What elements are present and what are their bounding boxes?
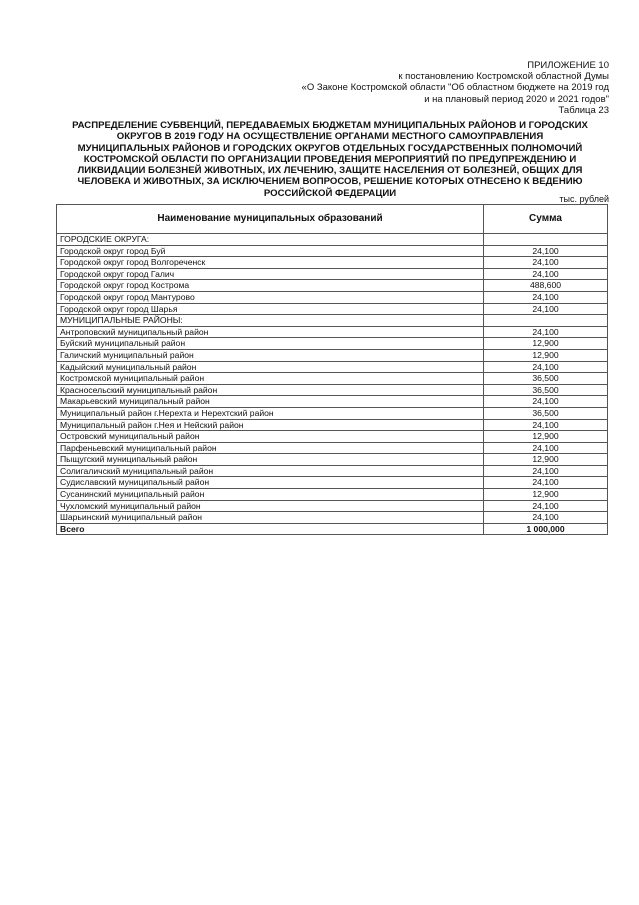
row-sum	[484, 234, 608, 246]
table-number: Таблица 23	[558, 104, 609, 116]
total-row	[57, 523, 608, 535]
row-name: Шарьинский муниципальный район	[57, 512, 484, 524]
row-sum: 24,100	[484, 465, 608, 477]
row-name: МУНИЦИПАЛЬНЫЕ РАЙОНЫ:	[57, 315, 484, 327]
table-body	[57, 234, 608, 535]
table-row	[57, 280, 608, 292]
table-row	[57, 500, 608, 512]
document-title: РАСПРЕДЕЛЕНИЕ СУБВЕНЦИЙ, ПЕРЕДАВАЕМЫХ БЮДЖЕТАМ МУНИЦИПАЛЬНЫХ РАЙОНОВ И ГОРОДСКИХ ОКРУГОВ В 2019 ГОДУ НА ОСУЩЕСТВЛЕНИЕ ОРГАНАМИ МЕСТНОГО САМОУПРАВЛЕНИЯ МУНИЦИПАЛЬНЫХ РАЙОНОВ И ГОРОДСКИХ ОКРУГОВ ОТДЕЛЬНЫХ ГОСУДАРСТВЕННЫХ ПОЛНОМОЧИЙ КОСТРОМСКОЙ ОБЛАСТИ ПО ОРГАНИЗАЦИИ ПРОВЕДЕНИЯ МЕРОПРИЯТИЙ ПО ПРЕДУПРЕЖДЕНИЮ И ЛИКВИДАЦИИ БОЛЕЗНЕЙ ЖИВОТНЫХ, ИХ ЛЕЧЕНИЮ, ЗАЩИТЕ НАСЕЛЕНИЯ ОТ БОЛЕЗНЕЙ, ОБЩИХ ДЛЯ ЧЕЛОВЕКА И ЖИВОТНЫХ, ЗА ИСКЛЮЧЕНИЕМ ВОПРОСОВ, РЕШЕНИЕ КОТОРЫХ ОТНЕСЕНО К ВЕДЕНИЮ РОССИЙСКОЙ ФЕДЕРАЦИИ	[72, 120, 588, 199]
row-name: Буйский муниципальный район	[57, 338, 484, 350]
row-sum: 24,100	[484, 477, 608, 489]
row-name: Чухломский муниципальный район	[57, 500, 484, 512]
table-row	[57, 303, 608, 315]
table-row	[57, 454, 608, 466]
row-name: Кадыйский муниципальный район	[57, 361, 484, 373]
row-name: Красносельский муниципальный район	[57, 384, 484, 396]
header-law-line: «О Законе Костромской области "Об областном бюджете на 2019 год	[301, 82, 609, 94]
row-name: Островский муниципальный район	[57, 431, 484, 443]
row-sum: 24,100	[484, 361, 608, 373]
row-name: Солигаличский муниципальный район	[57, 465, 484, 477]
row-sum: 488,600	[484, 280, 608, 292]
document-header	[302, 60, 609, 116]
row-sum: 24,100	[484, 512, 608, 524]
row-sum: 24,100	[484, 326, 608, 338]
table-row	[57, 315, 608, 327]
table-row	[57, 489, 608, 501]
row-sum: 24,100	[484, 396, 608, 408]
table-row	[57, 326, 608, 338]
units-label: тыс. рублей	[559, 194, 609, 204]
row-name: Городской округ город Галич	[57, 268, 484, 280]
header-period-line: и на плановый период 2020 и 2021 годов"	[424, 93, 609, 105]
row-sum: 12,900	[484, 454, 608, 466]
row-name: Сусанинский муниципальный район	[57, 489, 484, 501]
row-sum: 36,500	[484, 384, 608, 396]
column-header-name: Наименование муниципальных образований	[57, 205, 484, 234]
appendix-number: ПРИЛОЖЕНИЕ 10	[527, 60, 609, 71]
row-sum: 12,900	[484, 431, 608, 443]
table-row	[57, 442, 608, 454]
row-name: Городской округ город Шарья	[57, 303, 484, 315]
row-name: Муниципальный район г.Нея и Нейский район	[57, 419, 484, 431]
row-name: Парфеньевский муниципальный район	[57, 442, 484, 454]
table-row	[57, 234, 608, 246]
distribution-table	[56, 204, 608, 535]
row-name: Муниципальный район г.Нерехта и Нерехтский район	[57, 407, 484, 419]
table-row	[57, 477, 608, 489]
row-sum: 24,100	[484, 442, 608, 454]
row-sum: 12,900	[484, 349, 608, 361]
row-name: Костромской муниципальный район	[57, 373, 484, 385]
table-row	[57, 512, 608, 524]
row-name: Городской округ город Буй	[57, 245, 484, 257]
row-name: Городской округ город Кострома	[57, 280, 484, 292]
table-row	[57, 431, 608, 443]
total-label: Всего	[57, 523, 484, 535]
row-sum: 24,100	[484, 268, 608, 280]
table-row	[57, 349, 608, 361]
row-name: Судиславский муниципальный район	[57, 477, 484, 489]
row-sum: 36,500	[484, 373, 608, 385]
table-row	[57, 245, 608, 257]
row-sum: 24,100	[484, 257, 608, 269]
row-name: Городской округ город Волгореченск	[57, 257, 484, 269]
row-name: ГОРОДСКИЕ ОКРУГА:	[57, 234, 484, 246]
table-header-row	[57, 205, 608, 234]
row-name: Городской округ город Мантурово	[57, 291, 484, 303]
table-row	[57, 257, 608, 269]
row-sum: 24,100	[484, 291, 608, 303]
column-header-sum: Сумма	[484, 205, 608, 234]
row-sum: 36,500	[484, 407, 608, 419]
row-name: Макарьевский муниципальный район	[57, 396, 484, 408]
row-name: Антроповский муниципальный район	[57, 326, 484, 338]
total-sum: 1 000,000	[484, 523, 608, 535]
row-sum: 24,100	[484, 303, 608, 315]
table-row	[57, 419, 608, 431]
table-row	[57, 465, 608, 477]
table-row	[57, 291, 608, 303]
header-resolution-line: к постановлению Костромской областной Думы	[398, 71, 609, 83]
row-sum	[484, 315, 608, 327]
row-sum: 24,100	[484, 500, 608, 512]
row-name: Галичский муниципальный район	[57, 349, 484, 361]
table-row	[57, 407, 608, 419]
table-row	[57, 384, 608, 396]
row-sum: 12,900	[484, 489, 608, 501]
row-sum: 24,100	[484, 419, 608, 431]
table-row	[57, 361, 608, 373]
table-row	[57, 373, 608, 385]
table-row	[57, 338, 608, 350]
row-sum: 12,900	[484, 338, 608, 350]
table-row	[57, 396, 608, 408]
row-name: Пыщугский муниципальный район	[57, 454, 484, 466]
row-sum: 24,100	[484, 245, 608, 257]
table-row	[57, 268, 608, 280]
